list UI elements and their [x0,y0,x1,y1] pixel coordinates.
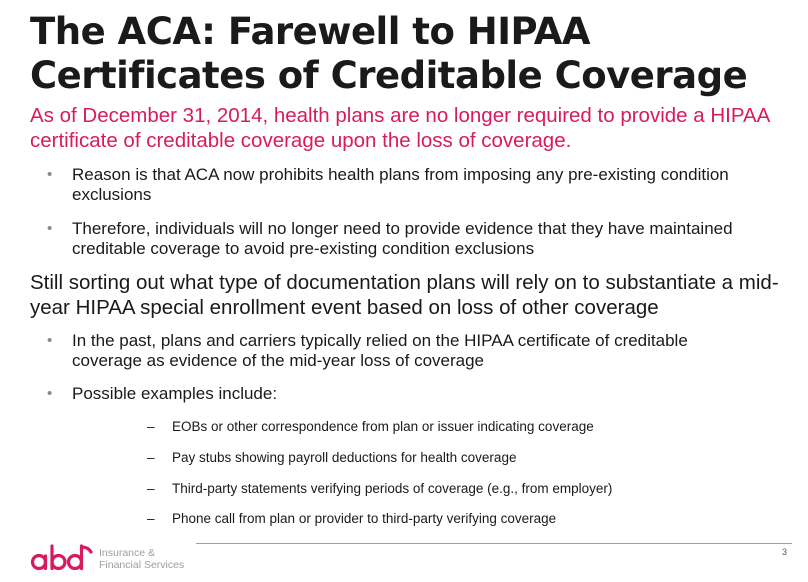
sub-item-text: Phone call from plan or provider to third-party verifying coverage [172,511,557,526]
sub-item [147,449,732,467]
sub-item [147,418,732,436]
intro-paragraph: As of December 31, 2014, health plans are no longer required to provide a HIPAA certificate of creditable coverage upon the loss of coverage. [30,104,770,152]
bullet-dot-icon: • [47,332,53,349]
bullet-text: In the past, plans and carriers typically relied on the HIPAA certificate of creditable coverage as evidence of the mid-year loss of coverage [72,331,688,370]
bullet-item [47,219,762,259]
bullet-text: Reason is that ACA now prohibits health plans from imposing any pre-existing condition exclusions [72,165,729,204]
bullet-item [47,165,762,205]
dash-icon: – [147,419,155,434]
sub-item-text: Third-party statements verifying periods of coverage (e.g., from employer) [172,481,613,496]
logo-line-1: Insurance & [99,547,156,559]
dash-icon: – [147,481,155,496]
slide-title [30,10,790,98]
bullet-item [47,331,762,371]
sub-item-text: Pay stubs showing payroll deductions for health coverage [172,450,517,465]
bullet-text: Therefore, individuals will no longer need to provide evidence that they have maintained creditable coverage to avoid pre-existing condition exclusions [72,219,733,258]
logo-wordmark [99,547,184,571]
dash-icon: – [147,450,155,465]
page-number: 3 [782,547,788,557]
bullet-item [47,384,762,404]
abd-logo-icon [30,543,94,573]
bullet-dot-icon: • [47,385,53,402]
bullet-text: Possible examples include: [72,384,278,403]
bullet-dot-icon: • [47,220,53,237]
sub-item [147,510,732,528]
sub-item-text: EOBs or other correspondence from plan or issuer indicating coverage [172,419,594,434]
sorting-paragraph: Still sorting out what type of documentation plans will rely on to substantiate a mid-year HIPAA special enrollment event based on loss of other coverage [30,271,779,319]
logo-line-2: Financial Services [99,559,185,571]
footer-divider [196,543,792,544]
slide-title-line-1: The ACA: Farewell to HIPAA [30,10,590,53]
slide-title-line-2: Certificates of Creditable Coverage [30,54,748,97]
sub-item [147,480,732,498]
bullet-dot-icon: • [47,166,53,183]
dash-icon: – [147,511,155,526]
